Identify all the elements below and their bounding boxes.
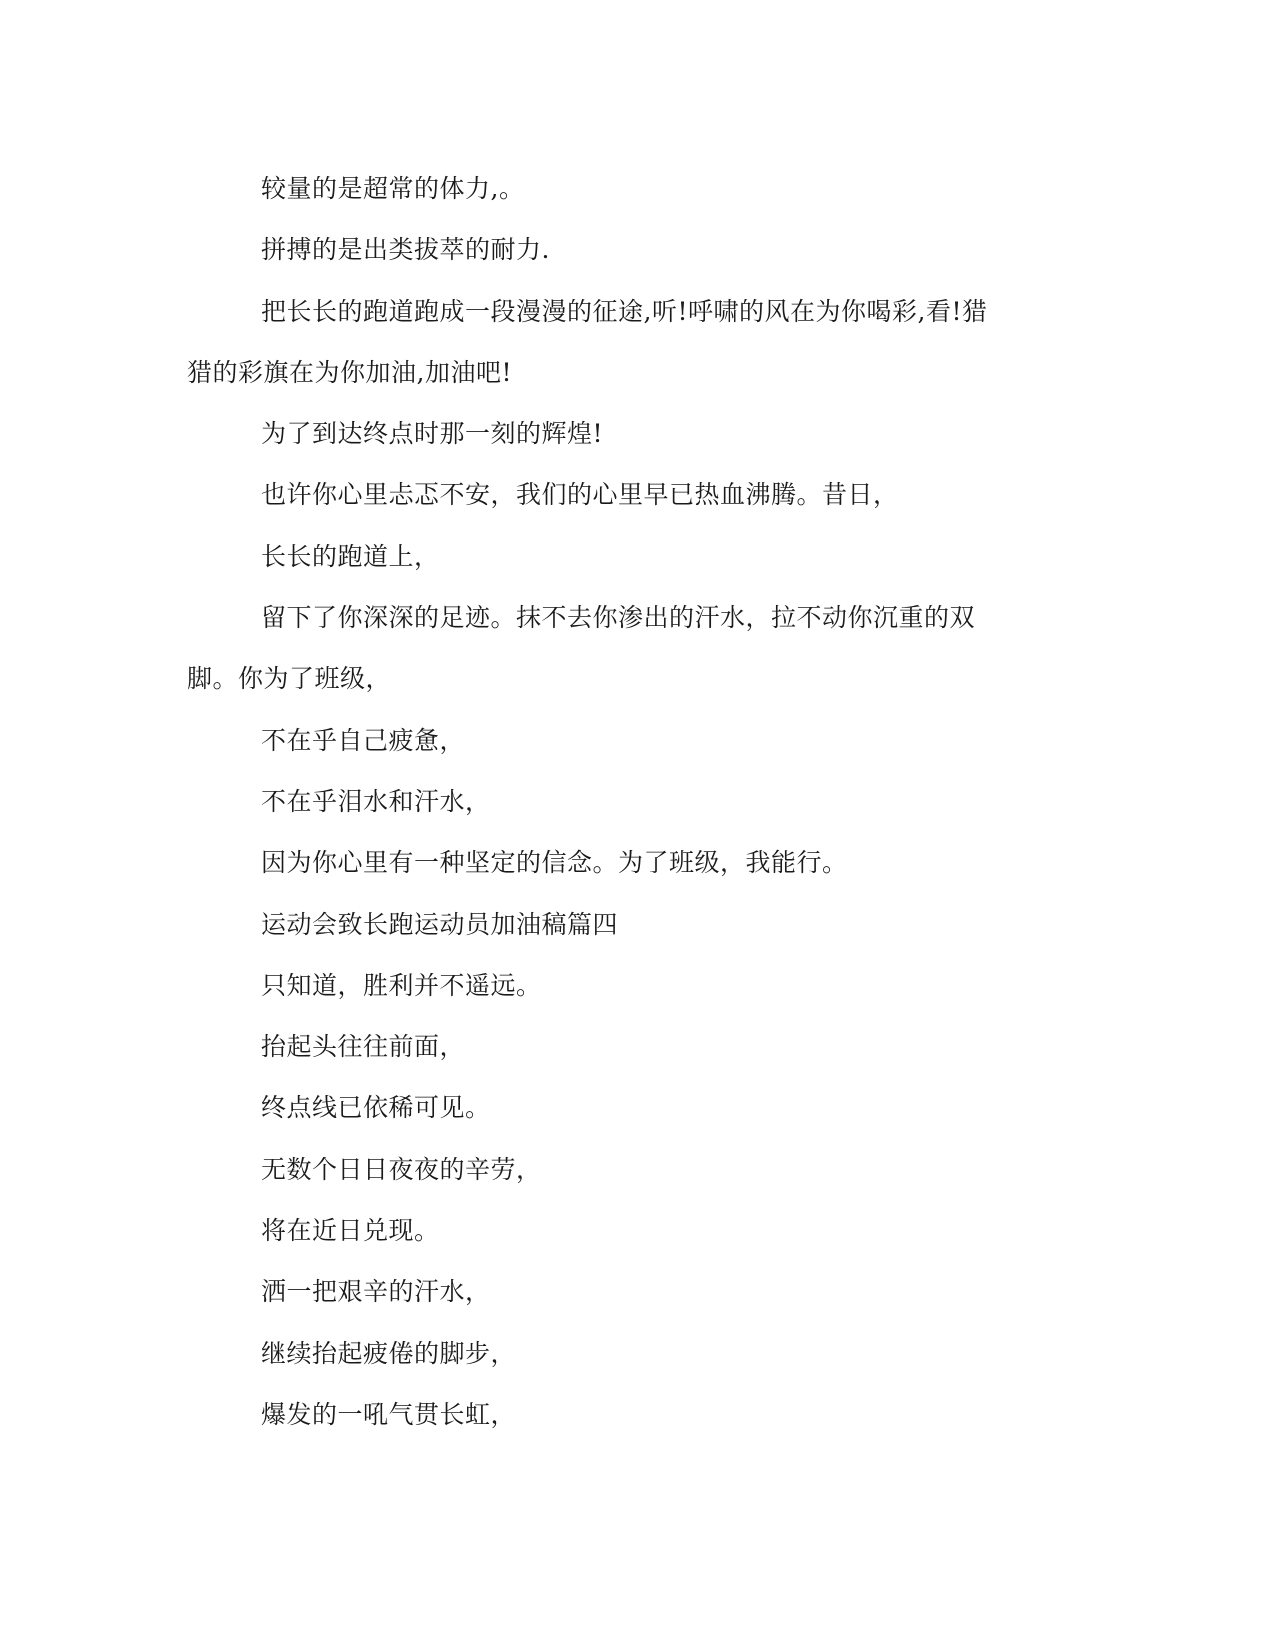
paragraph-line: 不在乎自己疲惫， xyxy=(261,725,466,755)
paragraph-line: 较量的是超常的体力,。 xyxy=(261,174,525,203)
paragraph-line: 不在乎泪水和汗水， xyxy=(261,786,491,816)
paragraph-line: 也许你心里忐忑不安，我们的心里早已热血沸腾。昔日， xyxy=(261,480,899,510)
paragraph-line: 洒一把艰辛的汗水， xyxy=(261,1277,491,1307)
paragraph-line: 长长的跑道上， xyxy=(261,541,440,571)
document-body xyxy=(187,158,1087,1445)
section-heading: 运动会致长跑运动员加油稿篇四 xyxy=(261,909,619,939)
paragraph-line: 留下了你深深的足迹。抹不去你渗出的汗水，拉不动你沉重的双 xyxy=(261,603,976,633)
paragraph-line: 拼搏的是出类拔萃的耐力. xyxy=(261,235,550,265)
paragraph-line: 无数个日日夜夜的辛劳， xyxy=(261,1154,542,1184)
paragraph-line: 终点线已依稀可见。 xyxy=(261,1093,491,1123)
paragraph-line: 为了到达终点时那一刻的辉煌! xyxy=(261,419,604,449)
paragraph-line: 只知道，胜利并不遥远。 xyxy=(261,970,542,1000)
paragraph-line: 继续抬起疲倦的脚步， xyxy=(261,1338,517,1368)
paragraph-line: 脚。你为了班级， xyxy=(187,664,392,694)
paragraph-line: 猎的彩旗在为你加油,加油吧! xyxy=(187,357,512,387)
paragraph-line: 因为你心里有一种坚定的信念。为了班级，我能行。 xyxy=(261,848,848,878)
paragraph-line: 抬起头往往前面， xyxy=(261,1032,466,1062)
paragraph-line: 将在近日兑现。 xyxy=(261,1216,440,1246)
paragraph-line: 把长长的跑道跑成一段漫漫的征途,听!呼啸的风在为你喝彩,看!猎 xyxy=(261,296,988,326)
paragraph-line: 爆发的一吼气贯长虹， xyxy=(261,1399,517,1429)
